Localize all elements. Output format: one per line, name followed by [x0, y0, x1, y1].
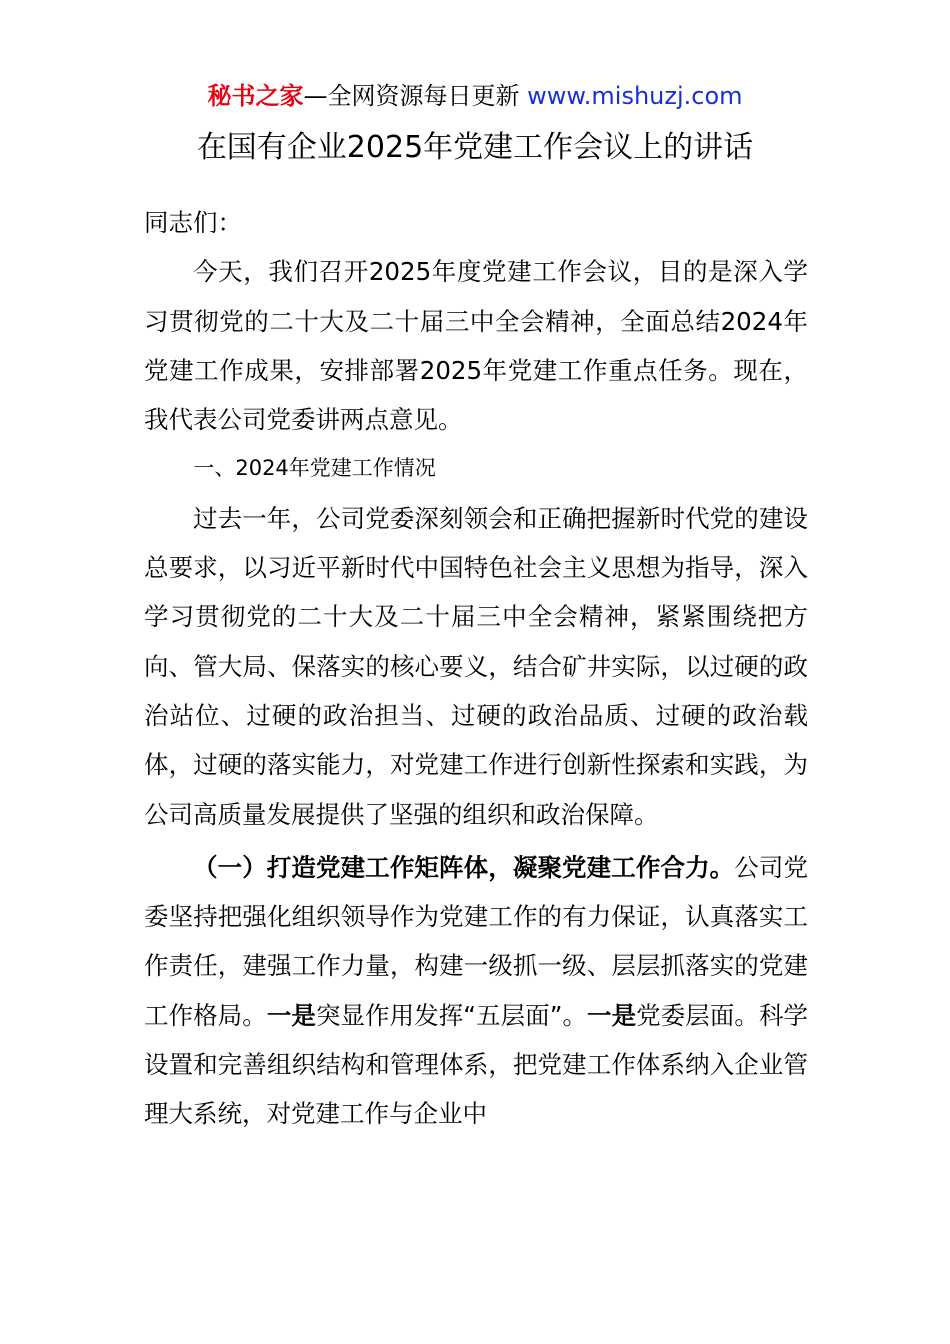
subsection-1-marker-c: 一是: [587, 1000, 637, 1030]
subsection-1-text-b: 突显作用发挥“五层面”。: [315, 1000, 588, 1030]
site-name: 秘书之家: [207, 82, 304, 110]
subsection-1-lead: （一）打造党建工作矩阵体，凝聚党建工作合力。: [193, 852, 735, 882]
site-url[interactable]: www.mishuzj.com: [527, 82, 743, 110]
section-1-heading: 一、2024年党建工作情况: [193, 456, 436, 481]
subsection-1-marker-b: 一是: [266, 1000, 316, 1030]
section-1-paragraph: 过去一年，公司党委深刻领会和正确把握新时代党的建设总要求，以习近平新时代中国特色社会主义思想为指导，深入学习贯彻党的二十大及二十届三中全会精神，紧紧围绕把方向、管大局、保落实的核心要义，结合矿井实际，以过硬的政治站位、过硬的政治担当、过硬的政治品质、过硬的政治载体，过硬的落实能力，对党建工作进行创新性探索和实践，为公司高质量发展提供了坚强的组织和政治保障。: [144, 503, 808, 829]
subsection-1-text-a: 公司党委坚持把强化组织领导作为党建工作的有力保证，认真落实工作责任，建强工作力量，构建一级抓一级、层层抓落实的党建工作格局。: [144, 852, 809, 1030]
intro-paragraph: 今天，我们召开2025年度党建工作会议，目的是深入学习贯彻党的二十大及二十届三中全会精神，全面总结2024年党建工作成果，安排部署2025年党建工作重点任务。现在，我代表公司党委讲两点意见。: [144, 257, 808, 435]
subsection-1-paragraph: [144, 843, 808, 1139]
greeting: 同志们：: [144, 208, 242, 237]
document-body: [144, 198, 808, 1139]
site-header-banner: [0, 80, 950, 112]
document-title: 在国有企业2025年党建工作会议上的讲话: [196, 130, 754, 165]
subsection-1-text-c: 党委层面。科学设置和完善组织结构和管理体系，把党建工作体系纳入企业管理大系统，对党建工作与企业中: [144, 1000, 809, 1129]
site-slogan: —全网资源每日更新: [303, 82, 528, 110]
